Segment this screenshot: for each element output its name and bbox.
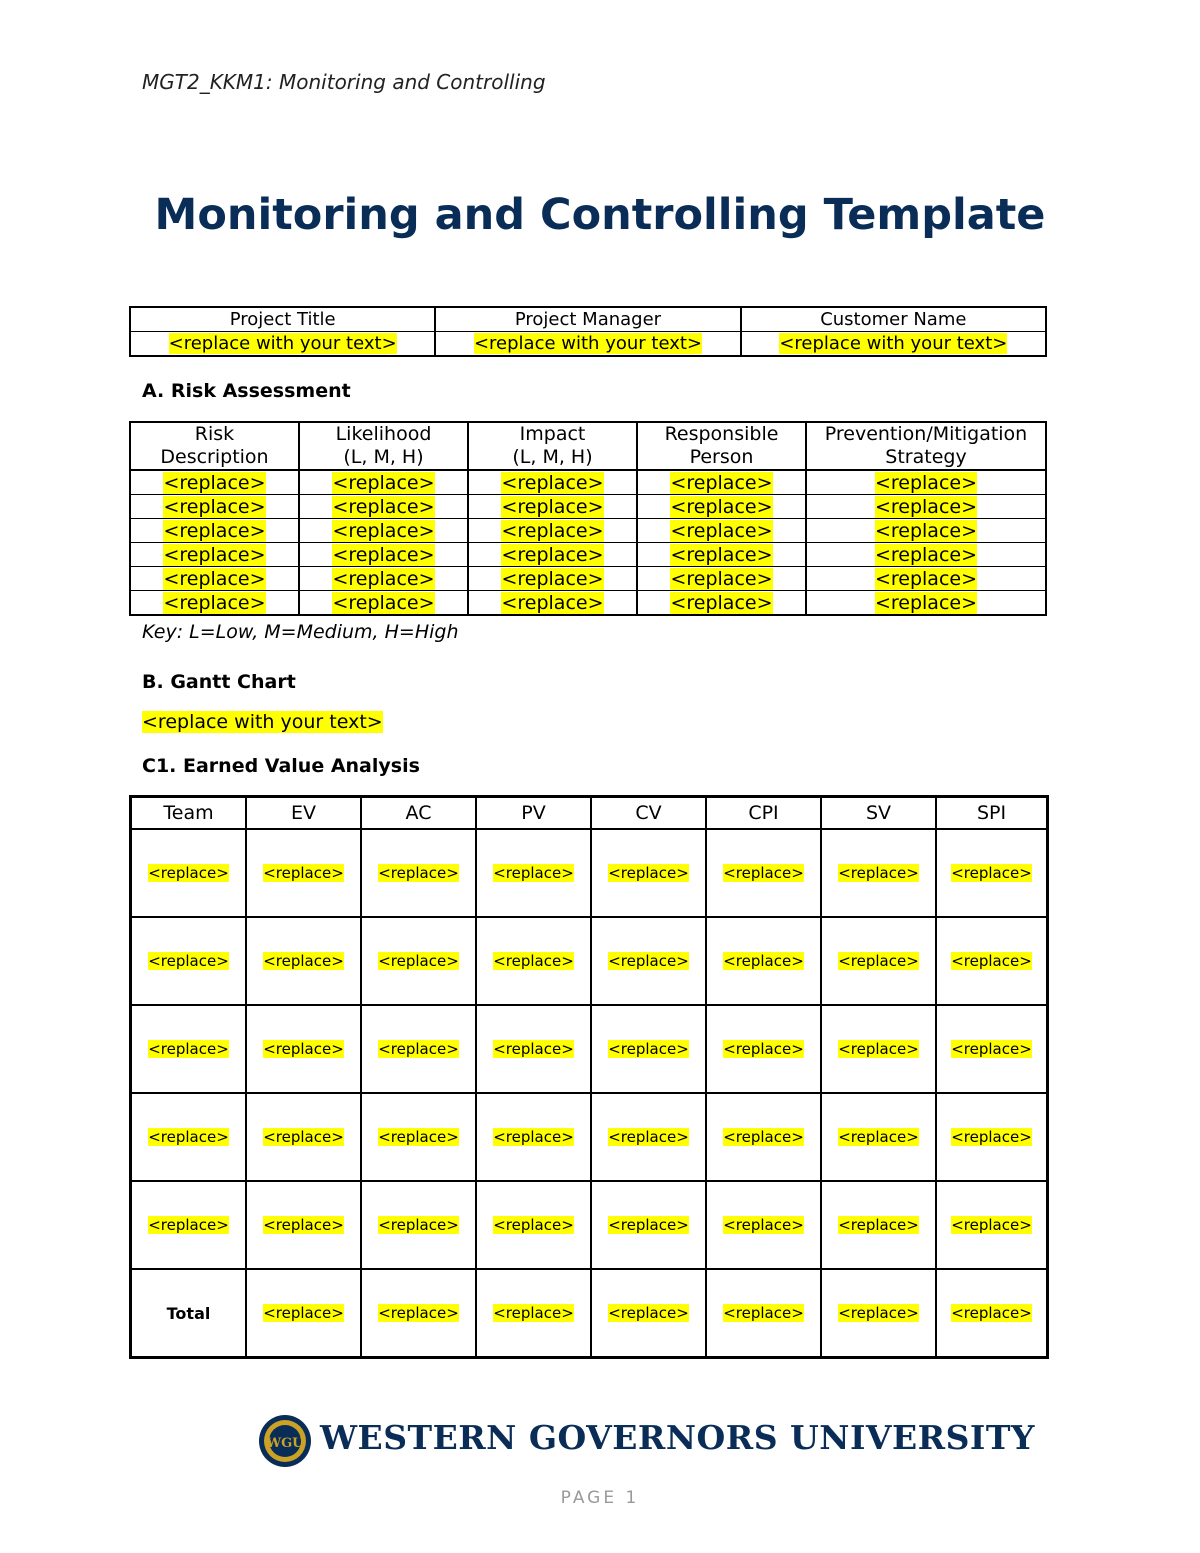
placeholder-text[interactable]: <replace>: [670, 543, 773, 566]
project-title-value[interactable]: [130, 332, 435, 357]
table-row: [130, 495, 1046, 519]
impact-cell[interactable]: [468, 470, 637, 495]
university-logo-text: WESTERN GOVERNORS UNIVERSITY: [320, 1418, 1035, 1457]
placeholder-text[interactable]: <replace>: [163, 591, 266, 614]
impact-cell[interactable]: [468, 495, 637, 519]
mitigation-strategy-cell[interactable]: [806, 519, 1046, 543]
likelihood-cell[interactable]: [299, 519, 468, 543]
ev-cpi-cell[interactable]: [706, 1181, 821, 1269]
placeholder-text[interactable]: <replace>: [493, 1216, 574, 1234]
ev-team-cell[interactable]: [131, 917, 247, 1005]
placeholder-text[interactable]: <replace>: [874, 591, 978, 614]
placeholder-text[interactable]: <replace>: [670, 591, 773, 614]
risk-description-cell[interactable]: [130, 495, 299, 519]
ev-pv-cell[interactable]: [476, 1093, 591, 1181]
placeholder-text[interactable]: <replace>: [874, 471, 978, 494]
table-row: [131, 1181, 1048, 1269]
placeholder-text[interactable]: <replace>: [501, 543, 604, 566]
ev-cv-cell[interactable]: [591, 829, 706, 917]
placeholder-text[interactable]: <replace>: [378, 1128, 459, 1146]
gantt-chart-heading: B. Gantt Chart: [142, 671, 296, 693]
placeholder-text[interactable]: <replace>: [670, 567, 773, 590]
page-number: PAGE 1: [560, 1488, 640, 1508]
impact-cell[interactable]: [468, 543, 637, 567]
ev-spi-cell[interactable]: [936, 917, 1048, 1005]
placeholder-text[interactable]: <replace>: [378, 1216, 459, 1234]
mitigation-strategy-header: Prevention/Mitigation Strategy: [806, 422, 1046, 470]
ev-pv-cell[interactable]: [476, 1181, 591, 1269]
risk-key: Key: L=Low, M=Medium, H=High: [142, 621, 459, 643]
risk-description-cell[interactable]: [130, 543, 299, 567]
placeholder-text[interactable]: <replace>: [951, 1216, 1032, 1234]
responsible-person-cell[interactable]: [637, 543, 806, 567]
responsible-person-cell[interactable]: [637, 470, 806, 495]
placeholder-text[interactable]: <replace>: [951, 1040, 1032, 1058]
earned-value-heading: C1. Earned Value Analysis: [142, 755, 420, 777]
ev-cpi-cell[interactable]: [706, 829, 821, 917]
placeholder-text[interactable]: <replace>: [838, 1128, 919, 1146]
table-row: [130, 470, 1046, 495]
placeholder-text[interactable]: <replace>: [148, 1040, 229, 1058]
ev-header-spi: SPI: [936, 797, 1048, 830]
risk-description-header: Risk Description: [130, 422, 299, 470]
impact-cell[interactable]: [468, 519, 637, 543]
placeholder-text[interactable]: <replace>: [951, 1128, 1032, 1146]
placeholder-text[interactable]: <replace>: [501, 567, 604, 590]
placeholder-text[interactable]: <replace>: [501, 495, 604, 518]
placeholder-text[interactable]: <replace>: [670, 471, 773, 494]
placeholder-text[interactable]: <replace>: [493, 1304, 574, 1322]
placeholder-text[interactable]: <replace with your text>: [779, 332, 1008, 354]
total-label: Total: [131, 1269, 247, 1358]
table-row: [130, 543, 1046, 567]
placeholder-text[interactable]: <replace>: [670, 519, 773, 542]
likelihood-cell[interactable]: [299, 591, 468, 616]
placeholder-text[interactable]: <replace>: [263, 1216, 344, 1234]
placeholder-text[interactable]: <replace>: [378, 864, 459, 882]
placeholder-text[interactable]: <replace>: [332, 591, 435, 614]
placeholder-text[interactable]: <replace>: [163, 567, 266, 590]
likelihood-cell[interactable]: [299, 495, 468, 519]
impact-cell[interactable]: [468, 567, 637, 591]
ev-ac-cell[interactable]: [361, 1269, 476, 1358]
ev-header-pv: PV: [476, 797, 591, 830]
placeholder-text[interactable]: <replace>: [723, 1304, 804, 1322]
table-row: [130, 591, 1046, 616]
table-row: [131, 1093, 1048, 1181]
customer-name-value[interactable]: [741, 332, 1046, 357]
mitigation-strategy-cell[interactable]: [806, 470, 1046, 495]
logo-monogram: WGU: [266, 1436, 304, 1451]
placeholder-text[interactable]: <replace>: [723, 952, 804, 970]
placeholder-text[interactable]: <replace>: [332, 567, 435, 590]
ev-ev-cell[interactable]: [246, 1005, 361, 1093]
placeholder-text[interactable]: <replace with your text>: [142, 711, 383, 733]
risk-description-cell[interactable]: [130, 470, 299, 495]
ev-cpi-cell[interactable]: [706, 917, 821, 1005]
placeholder-text[interactable]: <replace>: [163, 495, 266, 518]
responsible-person-cell[interactable]: [637, 567, 806, 591]
running-header: MGT2_KKM1: Monitoring and Controlling: [142, 70, 546, 94]
ev-ac-cell[interactable]: [361, 1181, 476, 1269]
placeholder-text[interactable]: <replace with your text>: [168, 332, 397, 354]
ev-sv-cell[interactable]: [821, 1269, 936, 1358]
ev-team-cell[interactable]: [131, 1005, 247, 1093]
risk-description-cell[interactable]: [130, 591, 299, 616]
placeholder-text[interactable]: <replace>: [874, 495, 978, 518]
placeholder-text[interactable]: <replace>: [148, 952, 229, 970]
ev-pv-cell[interactable]: [476, 1005, 591, 1093]
ev-cpi-cell[interactable]: [706, 1005, 821, 1093]
placeholder-text[interactable]: <replace>: [951, 952, 1032, 970]
ev-header-ev: EV: [246, 797, 361, 830]
placeholder-text[interactable]: <replace>: [332, 471, 435, 494]
impact-header: Impact (L, M, H): [468, 422, 637, 470]
ev-ac-cell[interactable]: [361, 1093, 476, 1181]
placeholder-text[interactable]: <replace>: [723, 864, 804, 882]
placeholder-text[interactable]: <replace>: [493, 1040, 574, 1058]
placeholder-text[interactable]: <replace>: [723, 1128, 804, 1146]
ev-header-ac: AC: [361, 797, 476, 830]
placeholder-text[interactable]: <replace>: [723, 1216, 804, 1234]
placeholder-text[interactable]: <replace>: [951, 1304, 1032, 1322]
ev-ev-cell[interactable]: [246, 917, 361, 1005]
placeholder-text[interactable]: <replace>: [608, 1040, 689, 1058]
risk-assessment-table: [129, 421, 1047, 616]
ev-sv-cell[interactable]: [821, 917, 936, 1005]
ev-pv-cell[interactable]: [476, 1269, 591, 1358]
ev-ac-cell[interactable]: [361, 917, 476, 1005]
ev-ev-cell[interactable]: [246, 1093, 361, 1181]
placeholder-text[interactable]: <replace>: [838, 1304, 919, 1322]
table-row: [130, 519, 1046, 543]
earned-value-table: [129, 795, 1049, 1359]
risk-description-cell[interactable]: [130, 519, 299, 543]
placeholder-text[interactable]: <replace>: [378, 1040, 459, 1058]
ev-ev-cell[interactable]: [246, 1181, 361, 1269]
table-row: [130, 567, 1046, 591]
placeholder-text[interactable]: <replace>: [163, 543, 266, 566]
ev-cv-cell[interactable]: [591, 1269, 706, 1358]
likelihood-cell[interactable]: [299, 567, 468, 591]
project-title-label: Project Title: [130, 307, 435, 332]
table-row: [130, 332, 1046, 357]
risk-description-cell[interactable]: [130, 567, 299, 591]
placeholder-text[interactable]: <replace>: [263, 1040, 344, 1058]
ev-header-team: Team: [131, 797, 247, 830]
ev-spi-cell[interactable]: [936, 829, 1048, 917]
ev-team-cell[interactable]: [131, 829, 247, 917]
placeholder-text[interactable]: <replace>: [608, 1216, 689, 1234]
placeholder-text[interactable]: <replace>: [501, 519, 604, 542]
responsible-person-cell[interactable]: [637, 495, 806, 519]
table-header-row: [131, 797, 1048, 830]
placeholder-text[interactable]: <replace>: [838, 1216, 919, 1234]
project-manager-label: Project Manager: [435, 307, 740, 332]
placeholder-text[interactable]: <replace>: [163, 471, 266, 494]
ev-sv-cell[interactable]: [821, 1005, 936, 1093]
likelihood-cell[interactable]: [299, 543, 468, 567]
placeholder-text[interactable]: <replace>: [608, 952, 689, 970]
placeholder-text[interactable]: <replace>: [723, 1040, 804, 1058]
ev-spi-cell[interactable]: [936, 1181, 1048, 1269]
placeholder-text[interactable]: <replace>: [608, 1128, 689, 1146]
placeholder-text[interactable]: <replace>: [493, 864, 574, 882]
project-manager-value[interactable]: [435, 332, 740, 357]
placeholder-text[interactable]: <replace>: [332, 519, 435, 542]
ev-cv-cell[interactable]: [591, 1093, 706, 1181]
ev-spi-cell[interactable]: [936, 1005, 1048, 1093]
placeholder-text[interactable]: <replace>: [501, 471, 604, 494]
placeholder-text[interactable]: <replace>: [838, 952, 919, 970]
placeholder-text[interactable]: <replace>: [608, 864, 689, 882]
placeholder-text[interactable]: <replace with your text>: [473, 332, 702, 354]
ev-cv-cell[interactable]: [591, 917, 706, 1005]
responsible-person-cell[interactable]: [637, 591, 806, 616]
placeholder-text[interactable]: <replace>: [838, 864, 919, 882]
placeholder-text[interactable]: <replace>: [263, 1128, 344, 1146]
placeholder-text[interactable]: <replace>: [163, 519, 266, 542]
placeholder-text[interactable]: <replace>: [493, 952, 574, 970]
document-title: Monitoring and Controlling Template: [154, 190, 1046, 240]
mitigation-strategy-cell[interactable]: [806, 495, 1046, 519]
responsible-person-header: Responsible Person: [637, 422, 806, 470]
ev-spi-cell[interactable]: [936, 1093, 1048, 1181]
ev-cv-cell[interactable]: [591, 1005, 706, 1093]
mitigation-strategy-cell[interactable]: [806, 567, 1046, 591]
ev-cpi-cell[interactable]: [706, 1269, 821, 1358]
ev-header-sv: SV: [821, 797, 936, 830]
placeholder-text[interactable]: <replace>: [378, 1304, 459, 1322]
placeholder-text[interactable]: <replace>: [148, 1128, 229, 1146]
ev-cv-cell[interactable]: [591, 1181, 706, 1269]
impact-cell[interactable]: [468, 591, 637, 616]
responsible-person-cell[interactable]: [637, 519, 806, 543]
ev-pv-cell[interactable]: [476, 917, 591, 1005]
placeholder-text[interactable]: <replace>: [874, 519, 978, 542]
placeholder-text[interactable]: <replace>: [332, 495, 435, 518]
total-row: [131, 1269, 1048, 1358]
ev-ac-cell[interactable]: [361, 829, 476, 917]
table-header-row: [130, 422, 1046, 470]
placeholder-text[interactable]: <replace>: [378, 952, 459, 970]
mitigation-strategy-cell[interactable]: [806, 543, 1046, 567]
ev-pv-cell[interactable]: [476, 829, 591, 917]
placeholder-text[interactable]: <replace>: [263, 1304, 344, 1322]
placeholder-text[interactable]: <replace>: [263, 952, 344, 970]
placeholder-text[interactable]: <replace>: [874, 543, 978, 566]
project-info-table: [129, 306, 1047, 357]
placeholder-text[interactable]: <replace>: [608, 1304, 689, 1322]
ev-team-cell[interactable]: [131, 1093, 247, 1181]
likelihood-cell[interactable]: [299, 470, 468, 495]
ev-sv-cell[interactable]: [821, 829, 936, 917]
mitigation-strategy-cell[interactable]: [806, 591, 1046, 616]
ev-cpi-cell[interactable]: [706, 1093, 821, 1181]
ev-header-cv: CV: [591, 797, 706, 830]
table-row: [131, 917, 1048, 1005]
placeholder-text[interactable]: <replace>: [874, 567, 978, 590]
ev-ev-cell[interactable]: [246, 1269, 361, 1358]
placeholder-text[interactable]: <replace>: [951, 864, 1032, 882]
ev-sv-cell[interactable]: [821, 1181, 936, 1269]
placeholder-text[interactable]: <replace>: [332, 543, 435, 566]
placeholder-text[interactable]: <replace>: [670, 495, 773, 518]
ev-spi-cell[interactable]: [936, 1269, 1048, 1358]
placeholder-text[interactable]: <replace>: [148, 864, 229, 882]
placeholder-text[interactable]: <replace>: [148, 1216, 229, 1234]
table-row: [130, 307, 1046, 332]
gantt-placeholder[interactable]: [142, 711, 383, 733]
ev-team-cell[interactable]: [131, 1181, 247, 1269]
ev-sv-cell[interactable]: [821, 1093, 936, 1181]
placeholder-text[interactable]: <replace>: [493, 1128, 574, 1146]
risk-assessment-heading: A. Risk Assessment: [142, 380, 351, 402]
placeholder-text[interactable]: <replace>: [838, 1040, 919, 1058]
likelihood-header: Likelihood (L, M, H): [299, 422, 468, 470]
ev-header-cpi: CPI: [706, 797, 821, 830]
ev-ev-cell[interactable]: [246, 829, 361, 917]
customer-name-label: Customer Name: [741, 307, 1046, 332]
table-row: [131, 1005, 1048, 1093]
placeholder-text[interactable]: <replace>: [501, 591, 604, 614]
placeholder-text[interactable]: <replace>: [263, 864, 344, 882]
table-row: [131, 829, 1048, 917]
ev-ac-cell[interactable]: [361, 1005, 476, 1093]
